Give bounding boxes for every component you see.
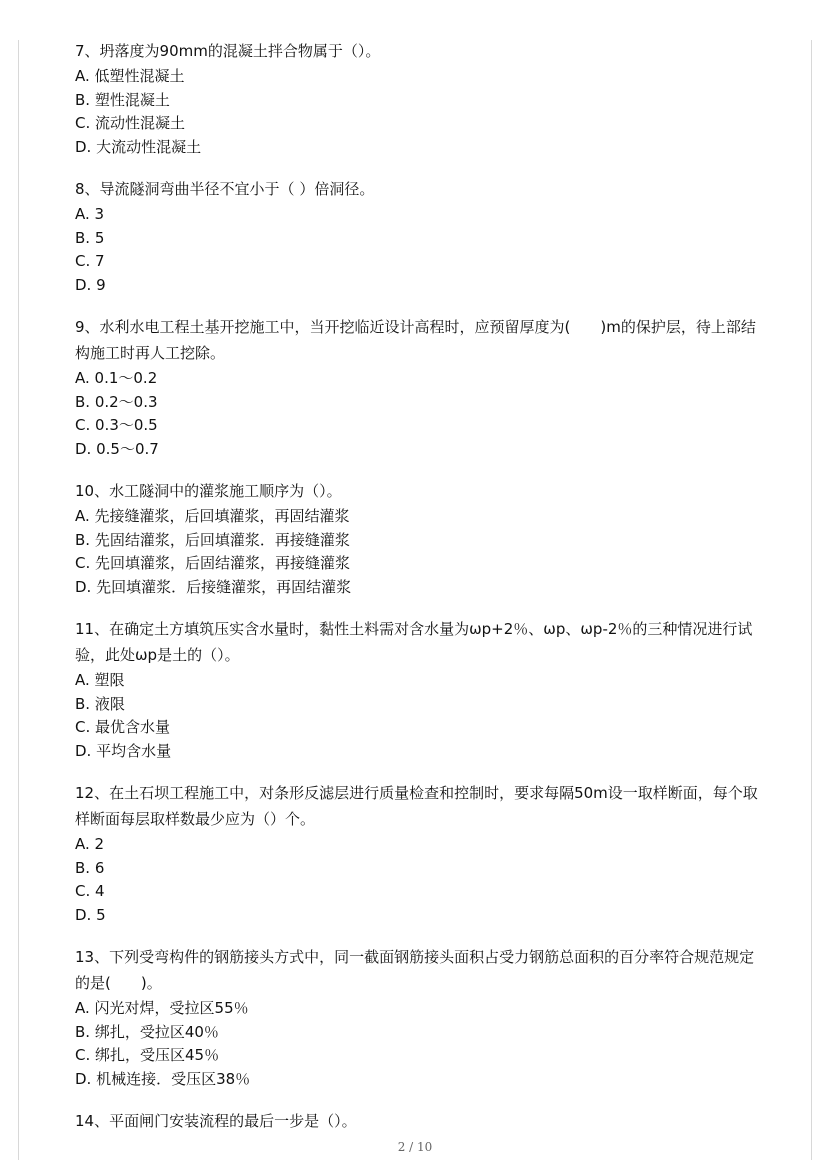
option-a: A. 先接缝灌浆，后回填灌浆，再固结灌浆 — [75, 507, 350, 525]
option-a: A. 塑限 — [75, 671, 125, 689]
option-a: A. 3 — [75, 205, 105, 223]
page-left-edge — [18, 40, 19, 1160]
option-c: C. 4 — [75, 882, 105, 900]
page-number: 2 / 10 — [397, 1140, 433, 1154]
option-b: B. 液限 — [75, 694, 125, 713]
option-a: A. 低塑性混凝土 — [75, 67, 185, 85]
option-d: D. 平均含水量 — [75, 741, 172, 760]
option-c: C. 绑扎，受压区45％ — [75, 1046, 220, 1064]
question-list — [75, 38, 765, 1151]
question-text: 11、在确定土方填筑压实含水量时，黏性土料需对含水量为ωp+2％、ωp、ωp-2％的三种情况进行试验，此处ωp是土的（）。 — [75, 620, 753, 664]
question-10 — [75, 478, 765, 599]
question-text: 8、导流隧洞弯曲半径不宜小于（ ）倍洞径。 — [75, 180, 375, 198]
question-8 — [75, 176, 765, 297]
option-a: A. 2 — [75, 835, 105, 853]
question-9 — [75, 314, 765, 461]
question-12 — [75, 780, 765, 927]
option-b: B. 塑性混凝土 — [75, 90, 170, 109]
option-d: D. 先回填灌浆．后接缝灌浆，再固结灌浆 — [75, 577, 352, 596]
option-c: C. 0.3～0.5 — [75, 416, 158, 434]
option-d: D. 机械连接．受压区38％ — [75, 1069, 251, 1088]
option-b: B. 绑扎，受拉区40％ — [75, 1022, 219, 1041]
option-c: C. 7 — [75, 252, 105, 270]
option-a: A. 0.1～0.2 — [75, 369, 158, 387]
question-text: 12、在土石坝工程施工中，对条形反滤层进行质量检查和控制时，要求每隔50m设一取样断面，每个取样断面每层取样数最少应为（）个。 — [75, 784, 758, 828]
option-b: B. 0.2～0.3 — [75, 392, 158, 411]
question-text: 7、坍落度为90mm的混凝土拌合物属于（）。 — [75, 42, 381, 60]
question-14 — [75, 1108, 765, 1134]
option-d: D. 5 — [75, 905, 106, 924]
option-c: C. 最优含水量 — [75, 718, 171, 736]
option-b: B. 先固结灌浆，后回填灌浆．再接缝灌浆 — [75, 530, 350, 549]
page-right-edge — [811, 40, 812, 1160]
option-d: D. 9 — [75, 275, 106, 294]
question-text: 9、水利水电工程土基开挖施工中，当开挖临近设计高程时，应预留厚度为( )m的保护层，待上部结构施工时再人工挖除。 — [75, 318, 756, 362]
question-text: 14、平面闸门安装流程的最后一步是（）。 — [75, 1112, 357, 1130]
question-text: 13、下列受弯构件的钢筋接头方式中，同一截面钢筋接头面积占受力钢筋总面积的百分率符合规范规定的是( )。 — [75, 948, 755, 992]
option-d: D. 0.5～0.7 — [75, 439, 159, 458]
option-c: C. 流动性混凝土 — [75, 114, 186, 132]
question-13 — [75, 944, 765, 1091]
option-b: B. 6 — [75, 858, 105, 877]
question-7 — [75, 38, 765, 159]
option-b: B. 5 — [75, 228, 105, 247]
option-d: D. 大流动性混凝土 — [75, 137, 202, 156]
question-11 — [75, 616, 765, 763]
option-c: C. 先回填灌浆，后固结灌浆，再接缝灌浆 — [75, 554, 351, 572]
question-text: 10、水工隧洞中的灌浆施工顺序为（）。 — [75, 482, 342, 500]
option-a: A. 闪光对焊，受拉区55％ — [75, 999, 249, 1017]
